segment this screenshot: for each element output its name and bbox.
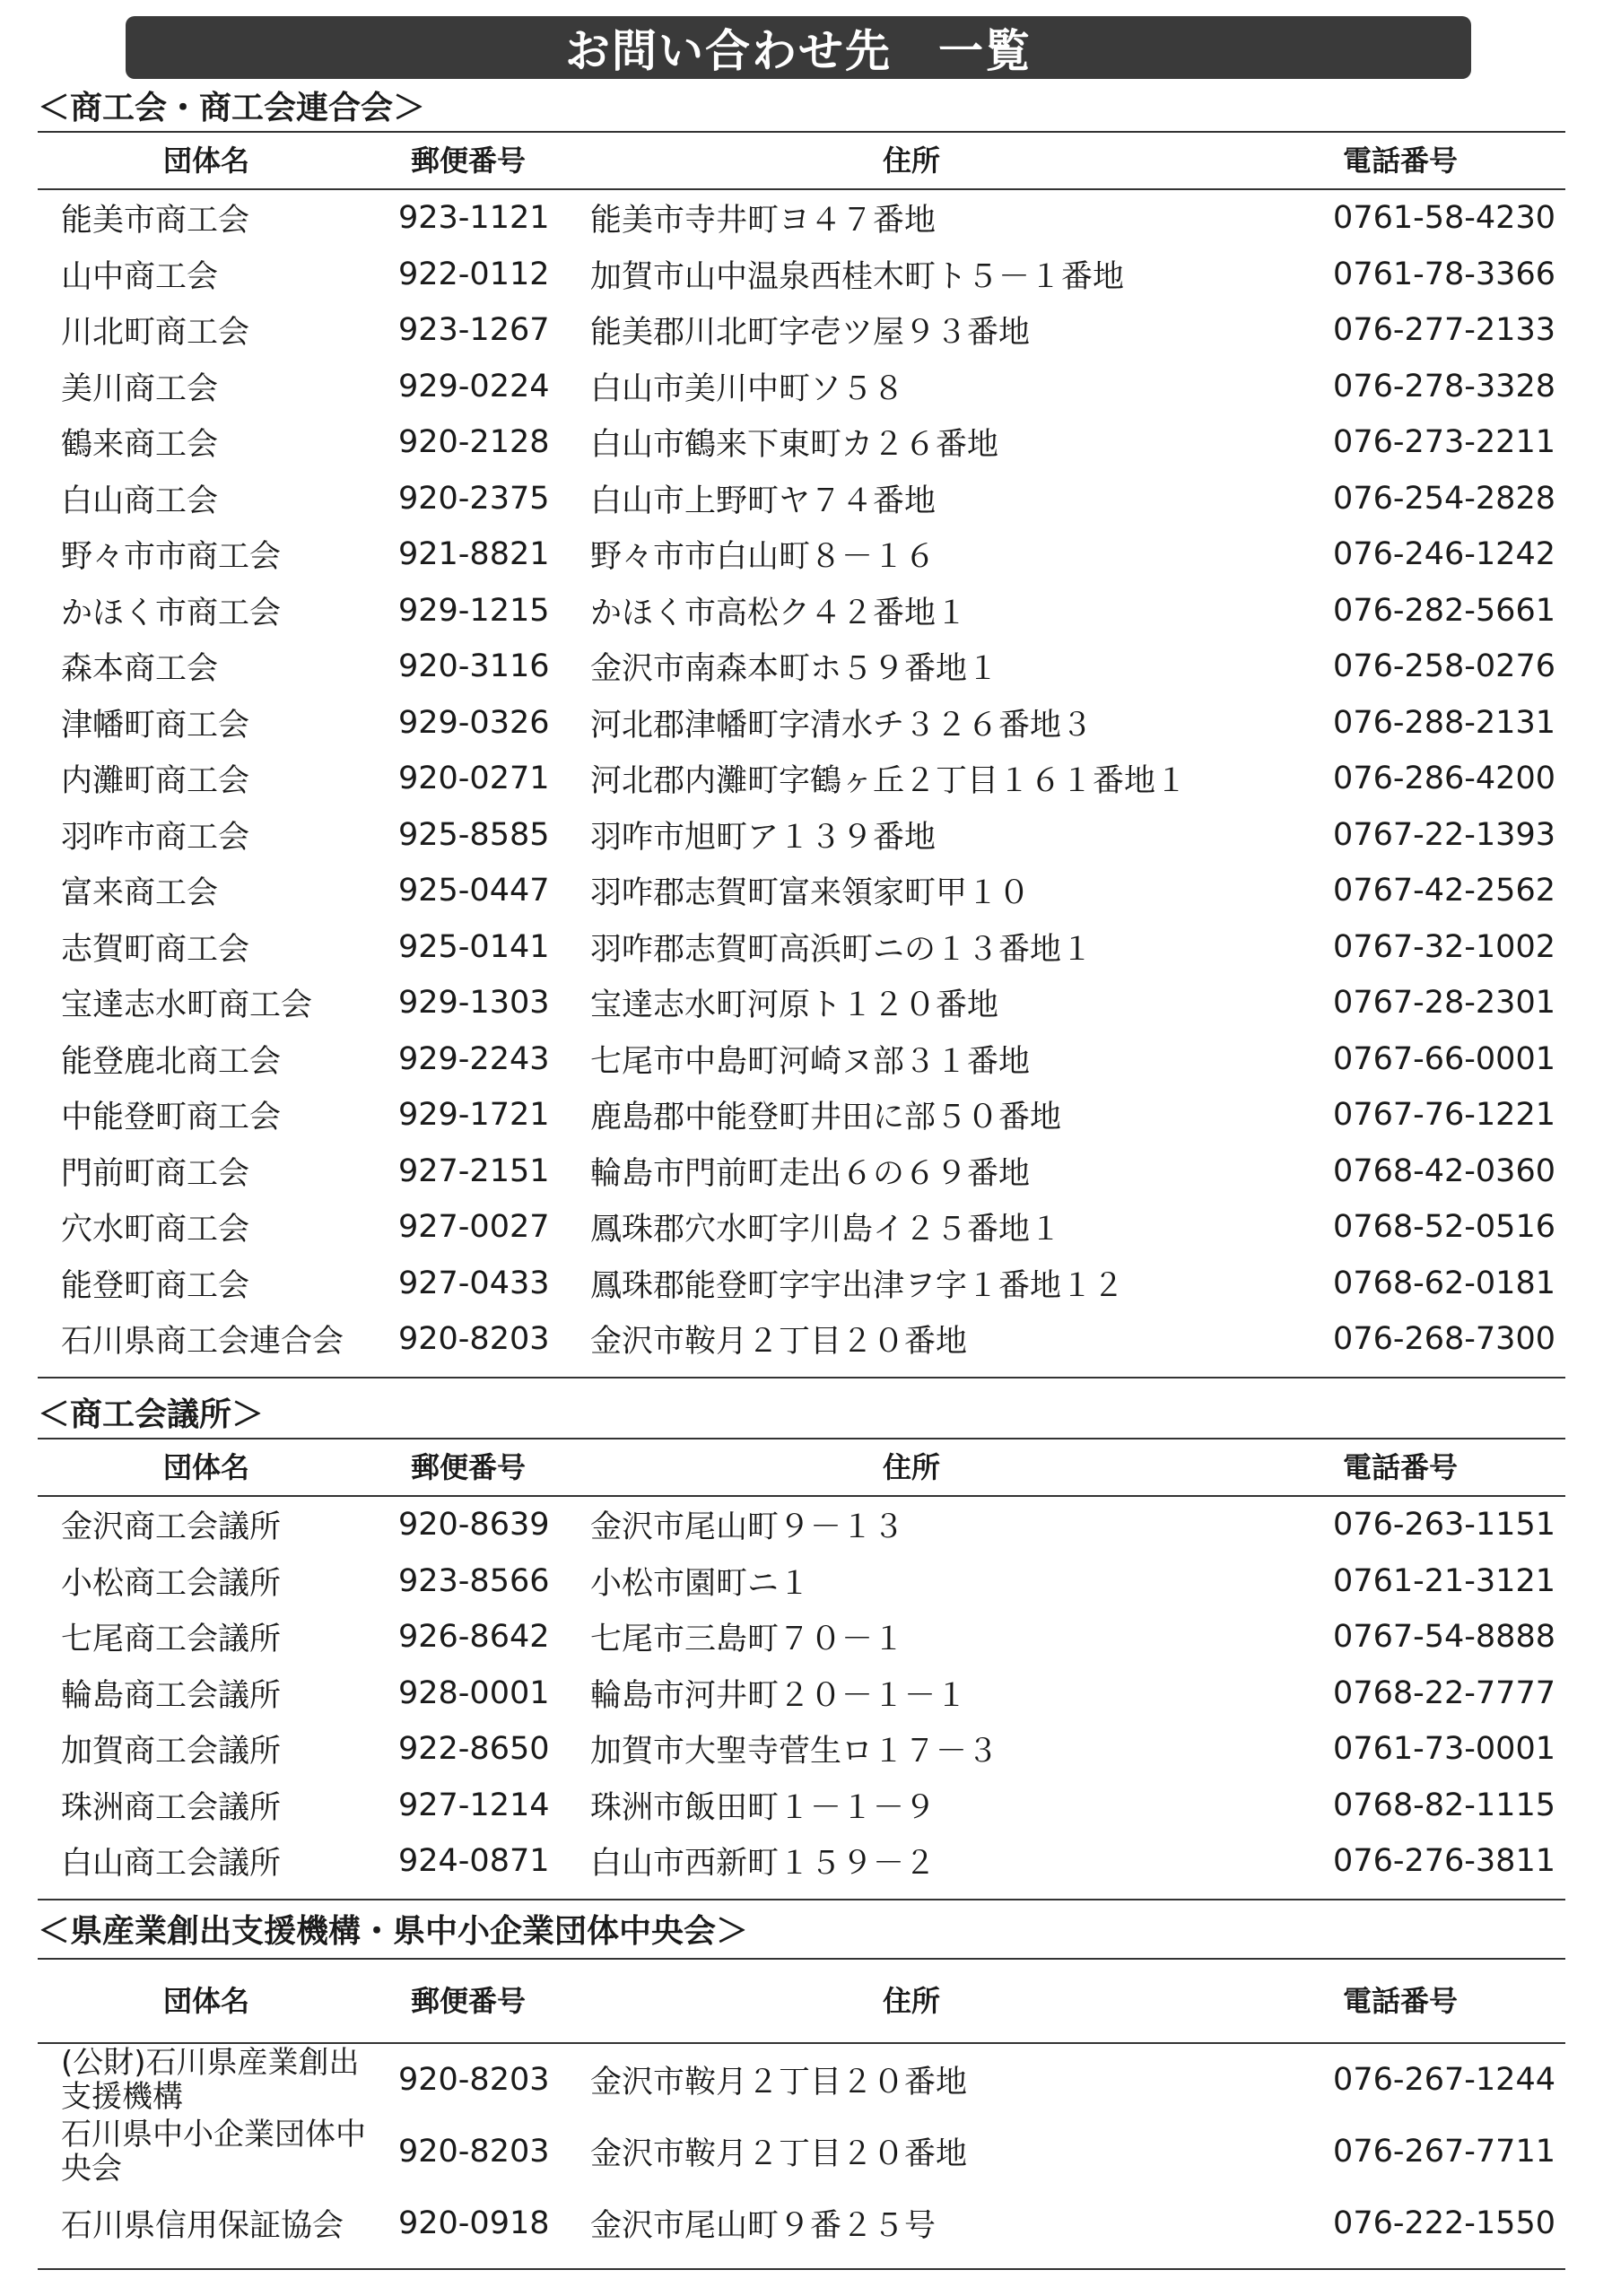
zip-cell: 920-2375 bbox=[398, 480, 550, 517]
address-cell: 七尾市三島町７０－１ bbox=[590, 1622, 905, 1658]
tel-cell: 076-288-2131 bbox=[1333, 704, 1555, 741]
org-name-cell: かほく市商工会 bbox=[61, 595, 282, 631]
table-row bbox=[38, 1778, 1565, 1834]
tel-cell: 0768-42-0360 bbox=[1333, 1152, 1555, 1189]
zip-cell: 921-8821 bbox=[398, 536, 550, 573]
tel-cell: 076-267-1244 bbox=[1333, 2062, 1555, 2098]
org-name-cell: 美川商工会 bbox=[61, 370, 219, 407]
table-row bbox=[38, 526, 1565, 583]
tel-cell: 076-282-5661 bbox=[1333, 592, 1555, 629]
tel-cell: 0768-52-0516 bbox=[1333, 1209, 1555, 1246]
zip-cell: 920-0918 bbox=[398, 2205, 550, 2241]
org-name-cell: 七尾商工会議所 bbox=[61, 1622, 282, 1658]
org-name-cell: 中能登町商工会 bbox=[61, 1100, 282, 1136]
section-heading: ＜商工会・商工会連合会＞ bbox=[38, 90, 426, 126]
tel-cell: 0768-22-7777 bbox=[1333, 1674, 1555, 1711]
zip-cell: 924-0871 bbox=[398, 1843, 550, 1880]
org-name-cell: 小松商工会議所 bbox=[61, 1565, 282, 1602]
tel-cell: 0761-78-3366 bbox=[1333, 256, 1555, 292]
zip-cell: 927-0433 bbox=[398, 1265, 550, 1301]
zip-cell: 929-0224 bbox=[398, 368, 550, 404]
zip-cell: 923-1267 bbox=[398, 312, 550, 349]
zip-cell: 926-8642 bbox=[398, 1619, 550, 1656]
tel-cell: 0767-32-1002 bbox=[1333, 928, 1555, 965]
table-row bbox=[38, 2187, 1565, 2259]
org-name-cell: 宝達志水町商工会 bbox=[61, 987, 313, 1024]
zip-cell: 925-8585 bbox=[398, 816, 550, 853]
zip-cell: 922-8650 bbox=[398, 1731, 550, 1768]
table-row bbox=[38, 1311, 1565, 1368]
address-cell: 輪島市河井町２０－１－１ bbox=[590, 1677, 968, 1714]
zip-cell: 929-1721 bbox=[398, 1097, 550, 1134]
table-header-row bbox=[38, 131, 1565, 190]
header-tel: 電話番号 bbox=[1343, 144, 1459, 178]
address-cell: 野々市市白山町８－１６ bbox=[590, 539, 937, 576]
address-cell: 河北郡津幡町字清水チ３２６番地３ bbox=[590, 707, 1094, 744]
header-address: 住所 bbox=[883, 1450, 941, 1484]
table-row bbox=[38, 807, 1565, 864]
tel-cell: 0768-82-1115 bbox=[1333, 1787, 1555, 1823]
tel-cell: 0767-76-1221 bbox=[1333, 1097, 1555, 1134]
tel-cell: 076-246-1242 bbox=[1333, 536, 1555, 573]
tel-cell: 0767-28-2301 bbox=[1333, 985, 1555, 1022]
tel-cell: 076-263-1151 bbox=[1333, 1507, 1555, 1544]
org-name-cell: 白山商工会議所 bbox=[61, 1846, 282, 1883]
table-row bbox=[38, 1833, 1565, 1890]
table-row bbox=[38, 302, 1565, 359]
org-name-cell: 石川県中小企業団体中央会 bbox=[61, 2117, 366, 2187]
org-name-cell: (公財)石川県産業創出支援機構 bbox=[61, 2045, 360, 2115]
org-name-cell: 能登鹿北商工会 bbox=[61, 1043, 282, 1080]
table-body bbox=[38, 1497, 1565, 1900]
address-cell: 能美市寺井町ヨ４７番地 bbox=[590, 203, 937, 239]
address-cell: 羽咋市旭町ア１３９番地 bbox=[590, 819, 937, 856]
address-cell: 鹿島郡中能登町井田に部５０番地 bbox=[590, 1100, 1062, 1136]
zip-cell: 929-2243 bbox=[398, 1040, 550, 1077]
address-cell: 白山市上野町ヤ７４番地 bbox=[590, 483, 937, 519]
table-row bbox=[38, 2116, 1565, 2187]
table-row bbox=[38, 1199, 1565, 1256]
table-row bbox=[38, 1256, 1565, 1312]
table-header-row bbox=[38, 1438, 1565, 1497]
address-cell: 白山市鶴来下東町カ２６番地 bbox=[590, 427, 999, 464]
header-name: 団体名 bbox=[163, 1450, 250, 1484]
zip-cell: 929-0326 bbox=[398, 704, 550, 741]
table-row bbox=[38, 919, 1565, 976]
address-cell: 白山市西新町１５９－２ bbox=[590, 1846, 937, 1883]
table-row bbox=[38, 414, 1565, 471]
table-row bbox=[38, 1144, 1565, 1200]
table-body bbox=[38, 2044, 1565, 2270]
table-row bbox=[38, 1031, 1565, 1088]
address-cell: 金沢市尾山町９－１３ bbox=[590, 1509, 905, 1546]
zip-cell: 927-2151 bbox=[398, 1152, 550, 1189]
table-row bbox=[38, 190, 1565, 247]
org-name-cell: 鶴来商工会 bbox=[61, 427, 219, 464]
table-header-row bbox=[38, 1958, 1565, 2044]
header-tel: 電話番号 bbox=[1343, 1984, 1459, 2018]
address-cell: 金沢市鞍月２丁目２０番地 bbox=[590, 2065, 968, 2100]
zip-cell: 920-3116 bbox=[398, 648, 550, 685]
address-cell: 鳳珠郡能登町字宇出津ヲ字１番地１２ bbox=[590, 1267, 1125, 1304]
org-name-cell: 珠洲商工会議所 bbox=[61, 1789, 282, 1826]
org-name-cell: 石川県商工会連合会 bbox=[61, 1324, 344, 1361]
section-heading: ＜商工会議所＞ bbox=[38, 1396, 265, 1433]
table-row bbox=[38, 1665, 1565, 1722]
address-cell: 加賀市山中温泉西桂木町ト５－１番地 bbox=[590, 258, 1125, 295]
address-cell: 金沢市南森本町ホ５９番地１ bbox=[590, 651, 999, 688]
table-row bbox=[38, 751, 1565, 807]
address-cell: 金沢市鞍月２丁目２０番地 bbox=[590, 2136, 968, 2172]
zip-cell: 928-0001 bbox=[398, 1674, 550, 1711]
zip-cell: 922-0112 bbox=[398, 256, 550, 292]
table-body bbox=[38, 190, 1565, 1378]
table-row bbox=[38, 695, 1565, 752]
org-name-cell: 羽咋市商工会 bbox=[61, 819, 250, 856]
org-name-cell: 能登町商工会 bbox=[61, 1267, 250, 1304]
org-name-cell: 富来商工会 bbox=[61, 875, 219, 912]
page-title: お問い合わせ先 一覧 bbox=[126, 16, 1471, 79]
address-cell: 羽咋郡志賀町富来領家町甲１０ bbox=[590, 875, 1031, 912]
table-row bbox=[38, 1497, 1565, 1553]
org-name-cell: 白山商工会 bbox=[61, 483, 219, 519]
address-cell: 鳳珠郡穴水町字川島イ２５番地１ bbox=[590, 1212, 1062, 1248]
address-cell: 小松市園町ニ１ bbox=[590, 1565, 811, 1602]
address-cell: 河北郡内灘町字鶴ヶ丘２丁目１６１番地１ bbox=[590, 763, 1188, 800]
table-row bbox=[38, 247, 1565, 303]
zip-cell: 920-8203 bbox=[398, 2062, 550, 2098]
address-cell: 能美郡川北町字壱ツ屋９３番地 bbox=[590, 315, 1031, 352]
table-row bbox=[38, 639, 1565, 695]
table-row bbox=[38, 2044, 1565, 2116]
tel-cell: 076-276-3811 bbox=[1333, 1843, 1555, 1880]
zip-cell: 925-0447 bbox=[398, 873, 550, 909]
zip-cell: 920-8203 bbox=[398, 2134, 550, 2170]
address-cell: 白山市美川中町ソ５８ bbox=[590, 370, 905, 407]
address-cell: 宝達志水町河原ト１２０番地 bbox=[590, 987, 999, 1024]
header-name: 団体名 bbox=[163, 1984, 250, 2018]
org-name-cell: 穴水町商工会 bbox=[61, 1212, 250, 1248]
zip-cell: 920-0271 bbox=[398, 761, 550, 797]
org-name-cell: 川北町商工会 bbox=[61, 315, 250, 352]
org-name-cell: 志賀町商工会 bbox=[61, 931, 250, 968]
tel-cell: 0761-21-3121 bbox=[1333, 1562, 1555, 1599]
zip-cell: 929-1303 bbox=[398, 985, 550, 1022]
zip-cell: 929-1215 bbox=[398, 592, 550, 629]
tel-cell: 0761-58-4230 bbox=[1333, 200, 1555, 237]
address-cell: 羽咋郡志賀町高浜町ニの１３番地１ bbox=[590, 931, 1094, 968]
table-row bbox=[38, 359, 1565, 415]
table-row bbox=[38, 471, 1565, 527]
zip-cell: 920-8203 bbox=[398, 1321, 550, 1358]
org-name-cell: 山中商工会 bbox=[61, 258, 219, 295]
org-name-cell: 門前町商工会 bbox=[61, 1155, 250, 1192]
header-name: 団体名 bbox=[163, 144, 250, 178]
tel-cell: 0767-22-1393 bbox=[1333, 816, 1555, 853]
table-row bbox=[38, 1721, 1565, 1778]
zip-cell: 925-0141 bbox=[398, 928, 550, 965]
address-cell: かほく市高松ク４２番地１ bbox=[590, 595, 968, 631]
table-row bbox=[38, 583, 1565, 639]
tel-cell: 076-268-7300 bbox=[1333, 1321, 1555, 1358]
tel-cell: 076-273-2211 bbox=[1333, 424, 1555, 461]
table-row bbox=[38, 1087, 1565, 1144]
org-name-cell: 野々市市商工会 bbox=[61, 539, 282, 576]
tel-cell: 076-286-4200 bbox=[1333, 761, 1555, 797]
table-row bbox=[38, 1609, 1565, 1665]
zip-cell: 927-0027 bbox=[398, 1209, 550, 1246]
tel-cell: 076-258-0276 bbox=[1333, 648, 1555, 685]
table-row bbox=[38, 1553, 1565, 1610]
tel-cell: 076-278-3328 bbox=[1333, 368, 1555, 404]
header-address: 住所 bbox=[883, 144, 941, 178]
header-zip: 郵便番号 bbox=[411, 144, 527, 178]
zip-cell: 923-8566 bbox=[398, 1562, 550, 1599]
tel-cell: 076-267-7711 bbox=[1333, 2134, 1555, 2170]
address-cell: 加賀市大聖寺菅生ロ１７－３ bbox=[590, 1734, 999, 1770]
address-cell: 七尾市中島町河崎ヌ部３１番地 bbox=[590, 1043, 1031, 1080]
org-name-cell: 津幡町商工会 bbox=[61, 707, 250, 744]
zip-cell: 920-2128 bbox=[398, 424, 550, 461]
org-name-cell: 加賀商工会議所 bbox=[61, 1734, 282, 1770]
tel-cell: 0768-62-0181 bbox=[1333, 1265, 1555, 1301]
org-name-cell: 輪島商工会議所 bbox=[61, 1677, 282, 1714]
section-heading: ＜県産業創出支援機構・県中小企業団体中央会＞ bbox=[38, 1913, 749, 1950]
org-name-cell: 内灘町商工会 bbox=[61, 763, 250, 800]
zip-cell: 923-1121 bbox=[398, 200, 550, 237]
address-cell: 輪島市門前町走出６の６９番地 bbox=[590, 1155, 1031, 1192]
tel-cell: 076-277-2133 bbox=[1333, 312, 1555, 349]
table-row bbox=[38, 863, 1565, 919]
tel-cell: 0767-42-2562 bbox=[1333, 873, 1555, 909]
header-tel: 電話番号 bbox=[1343, 1450, 1459, 1484]
header-address: 住所 bbox=[883, 1984, 941, 2018]
address-cell: 珠洲市飯田町１－１－９ bbox=[590, 1789, 937, 1826]
tel-cell: 0767-54-8888 bbox=[1333, 1619, 1555, 1656]
tel-cell: 0761-73-0001 bbox=[1333, 1731, 1555, 1768]
header-zip: 郵便番号 bbox=[411, 1984, 527, 2018]
table-row bbox=[38, 975, 1565, 1031]
header-zip: 郵便番号 bbox=[411, 1450, 527, 1484]
org-name-cell: 石川県信用保証協会 bbox=[61, 2208, 344, 2244]
org-name-cell: 金沢商工会議所 bbox=[61, 1509, 282, 1546]
address-cell: 金沢市尾山町９番２５号 bbox=[590, 2208, 937, 2244]
org-name-cell: 能美市商工会 bbox=[61, 203, 250, 239]
tel-cell: 076-222-1550 bbox=[1333, 2205, 1555, 2241]
org-name-cell: 森本商工会 bbox=[61, 651, 219, 688]
zip-cell: 927-1214 bbox=[398, 1787, 550, 1823]
address-cell: 金沢市鞍月２丁目２０番地 bbox=[590, 1324, 968, 1361]
zip-cell: 920-8639 bbox=[398, 1507, 550, 1544]
tel-cell: 076-254-2828 bbox=[1333, 480, 1555, 517]
tel-cell: 0767-66-0001 bbox=[1333, 1040, 1555, 1077]
